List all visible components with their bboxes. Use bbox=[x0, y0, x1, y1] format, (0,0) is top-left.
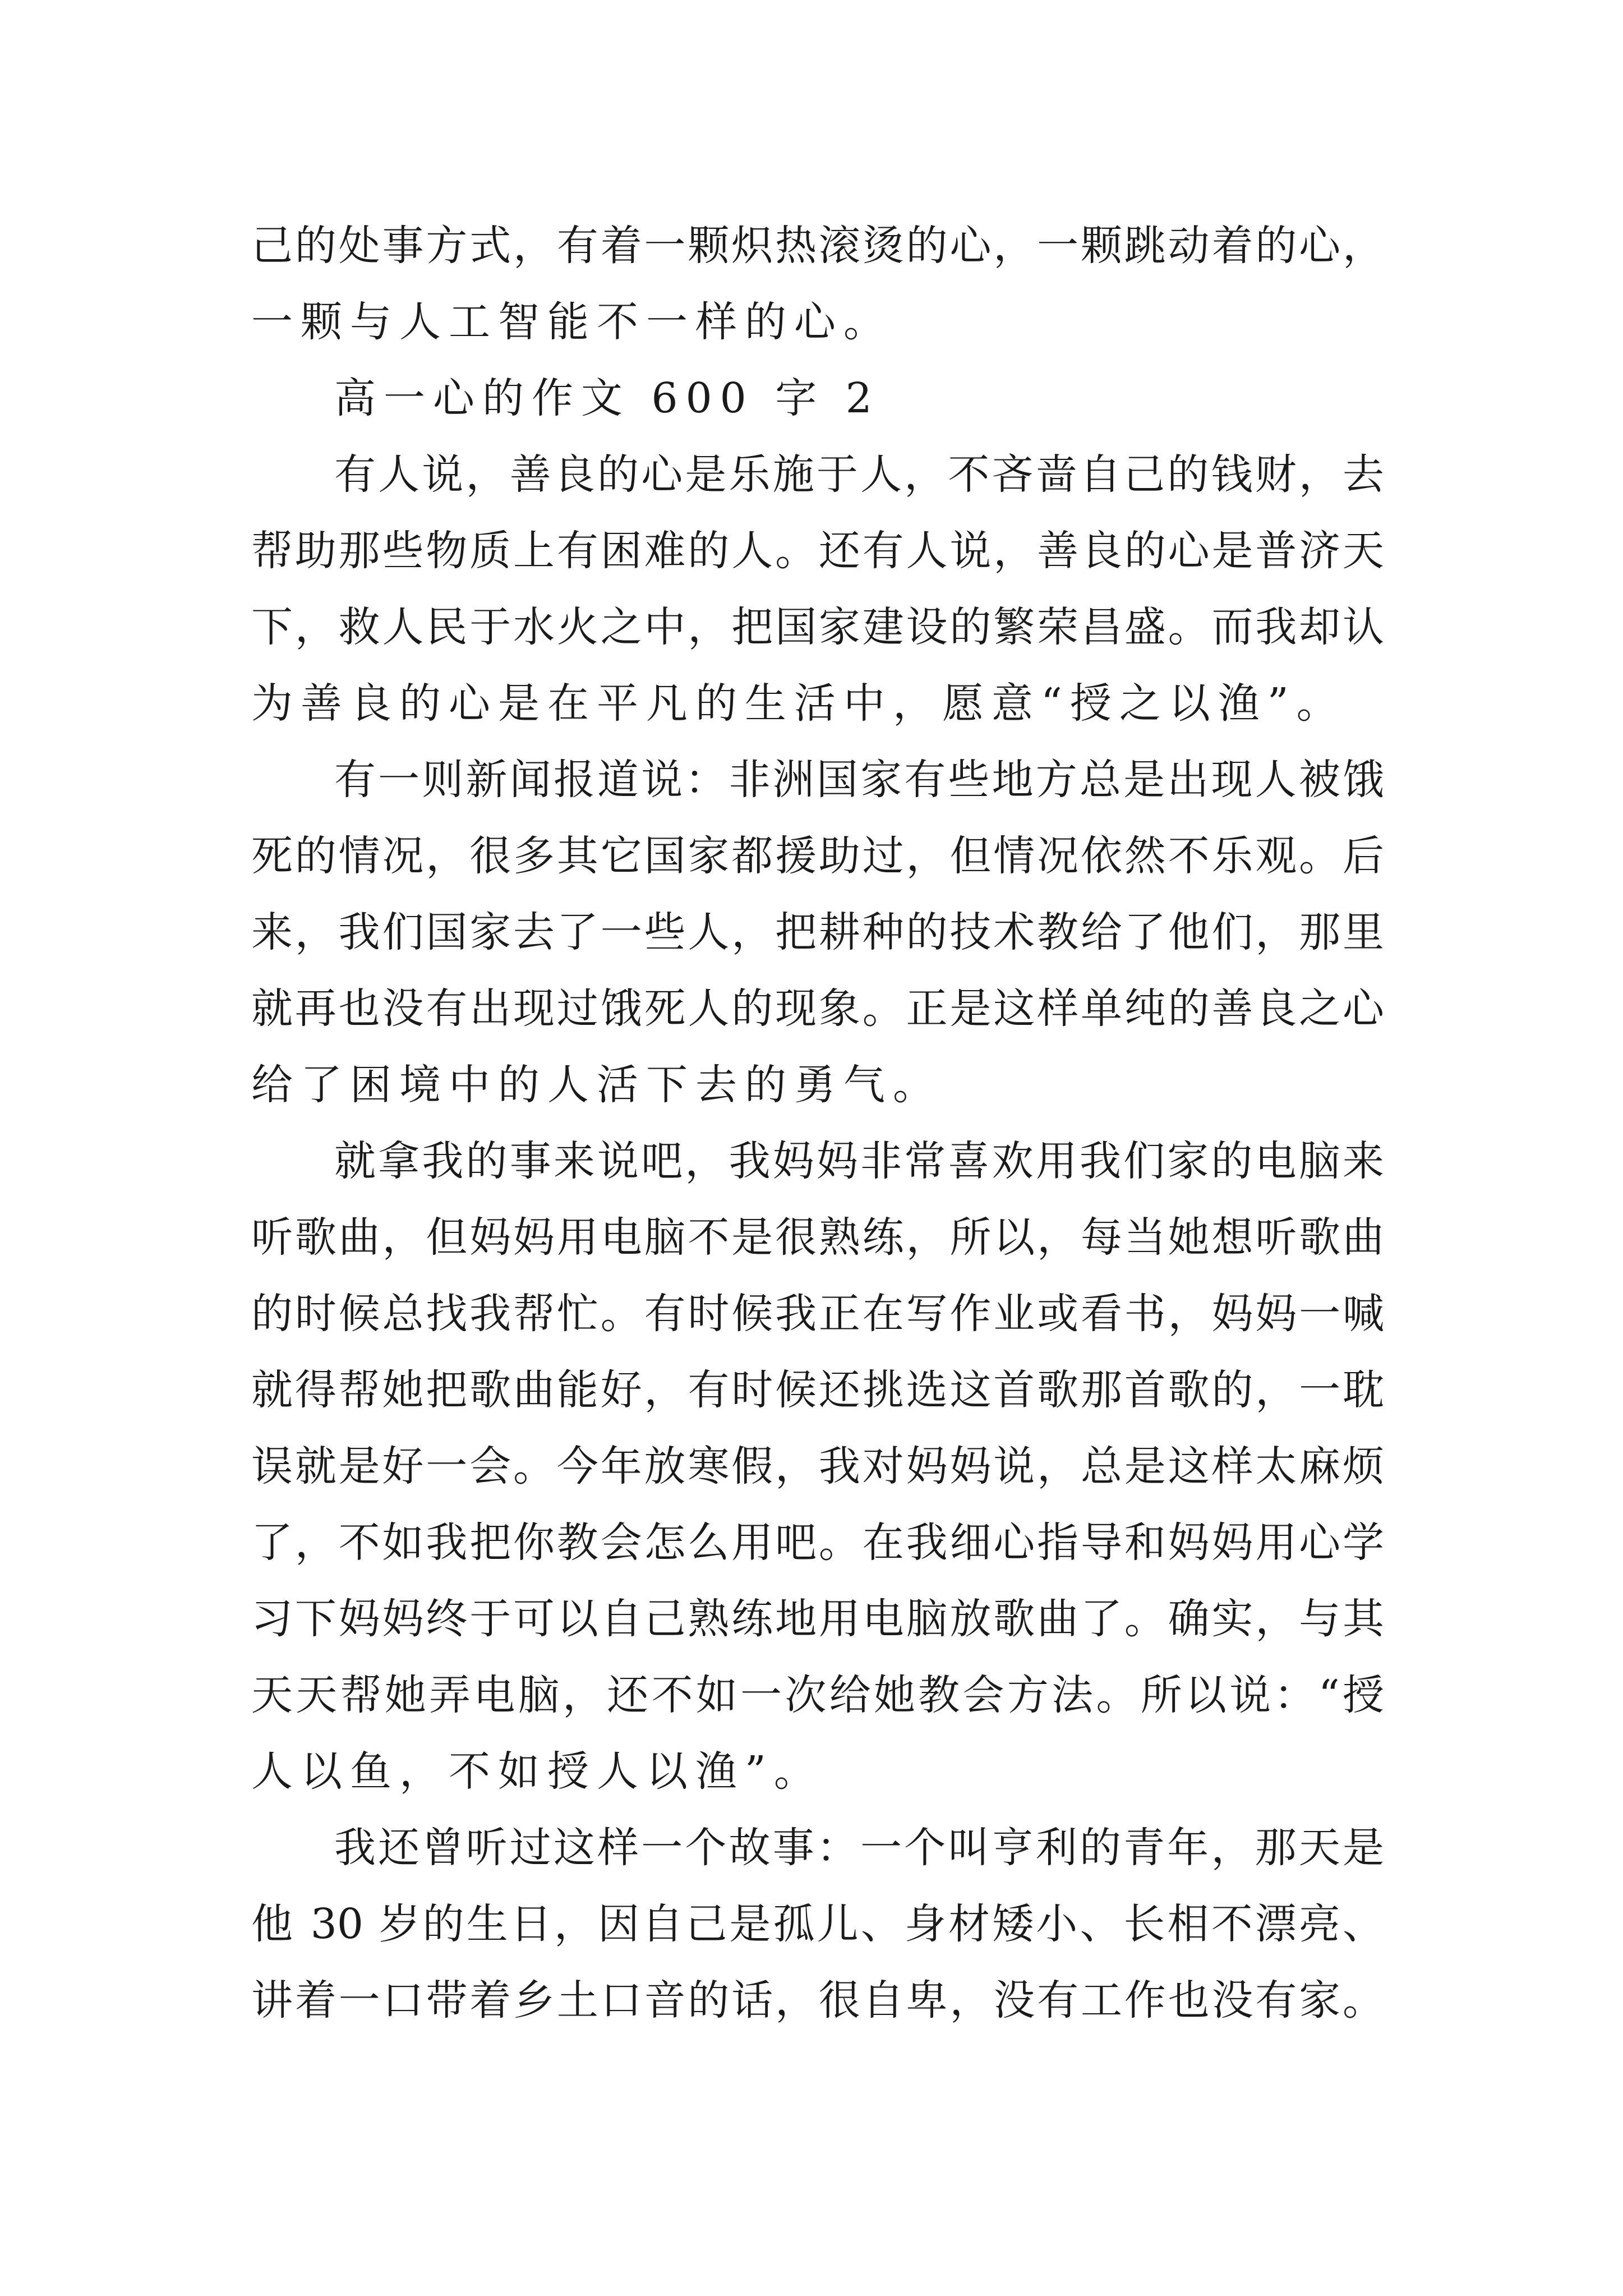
text-line: 帮助那些物质上有困难的人。还有人说，善良的心是普济天 bbox=[251, 527, 1384, 575]
text-line: 一颗与人工智能不一样的心。 bbox=[251, 298, 893, 346]
text-line: 为善良的心是在平凡的生活中，愿意“授之以渔”。 bbox=[251, 679, 1346, 728]
text-line: 就得帮她把歌曲能好，有时候还挑选这首歌那首歌的，一耽 bbox=[251, 1366, 1384, 1414]
paragraph-start-line: 我还曾听过这样一个故事：一个叫亨利的青年，那天是 bbox=[334, 1824, 1384, 1872]
text-line: 讲着一口带着乡土口音的话，很自卑，没有工作也没有家。 bbox=[251, 1976, 1384, 2024]
text-line: 他 30 岁的生日，因自己是孤儿、身材矮小、长相不漂亮、 bbox=[251, 1900, 1384, 1948]
paragraph-start-line: 有一则新闻报道说：非洲国家有些地方总是出现人被饿 bbox=[334, 756, 1384, 804]
paragraph-start-line: 有人说，善良的心是乐施于人，不吝啬自己的钱财，去 bbox=[334, 450, 1384, 499]
paragraph-start-line: 就拿我的事来说吧，我妈妈非常喜欢用我们家的电脑来 bbox=[334, 1137, 1384, 1185]
text-line: 下，救人民于水火之中，把国家建设的繁荣昌盛。而我却认 bbox=[251, 603, 1384, 651]
essay-text bbox=[251, 208, 1384, 2039]
text-line: 了，不如我把你教会怎么用吧。在我细心指导和妈妈用心学 bbox=[251, 1519, 1384, 1567]
text-line: 习下妈妈终于可以自己熟练地用电脑放歌曲了。确实，与其 bbox=[251, 1595, 1384, 1643]
text-line: 己的处事方式，有着一颗炽热滚烫的心，一颗跳动着的心， bbox=[251, 222, 1384, 270]
text-line: 死的情况，很多其它国家都援助过，但情况依然不乐观。后 bbox=[251, 832, 1384, 880]
text-line: 听歌曲，但妈妈用电脑不是很熟练，所以，每当她想听歌曲 bbox=[251, 1213, 1384, 1262]
text-line: 就再也没有出现过饿死人的现象。正是这样单纯的善良之心 bbox=[251, 984, 1384, 1033]
text-line: 天天帮她弄电脑，还不如一次给她教会方法。所以说：“授 bbox=[251, 1671, 1384, 1719]
text-line: 的时候总找我帮忙。有时候我正在写作业或看书，妈妈一喊 bbox=[251, 1290, 1384, 1338]
text-line: 人以鱼，不如授人以渔”。 bbox=[251, 1747, 823, 1796]
essay-heading: 高一心的作文 600 字 2 bbox=[334, 374, 880, 422]
text-line: 误就是好一会。今年放寒假，我对妈妈说，总是这样太麻烦 bbox=[251, 1442, 1384, 1490]
text-line: 给了困境中的人活下去的勇气。 bbox=[251, 1061, 942, 1109]
text-line: 来，我们国家去了一些人，把耕种的技术教给了他们，那里 bbox=[251, 908, 1384, 956]
